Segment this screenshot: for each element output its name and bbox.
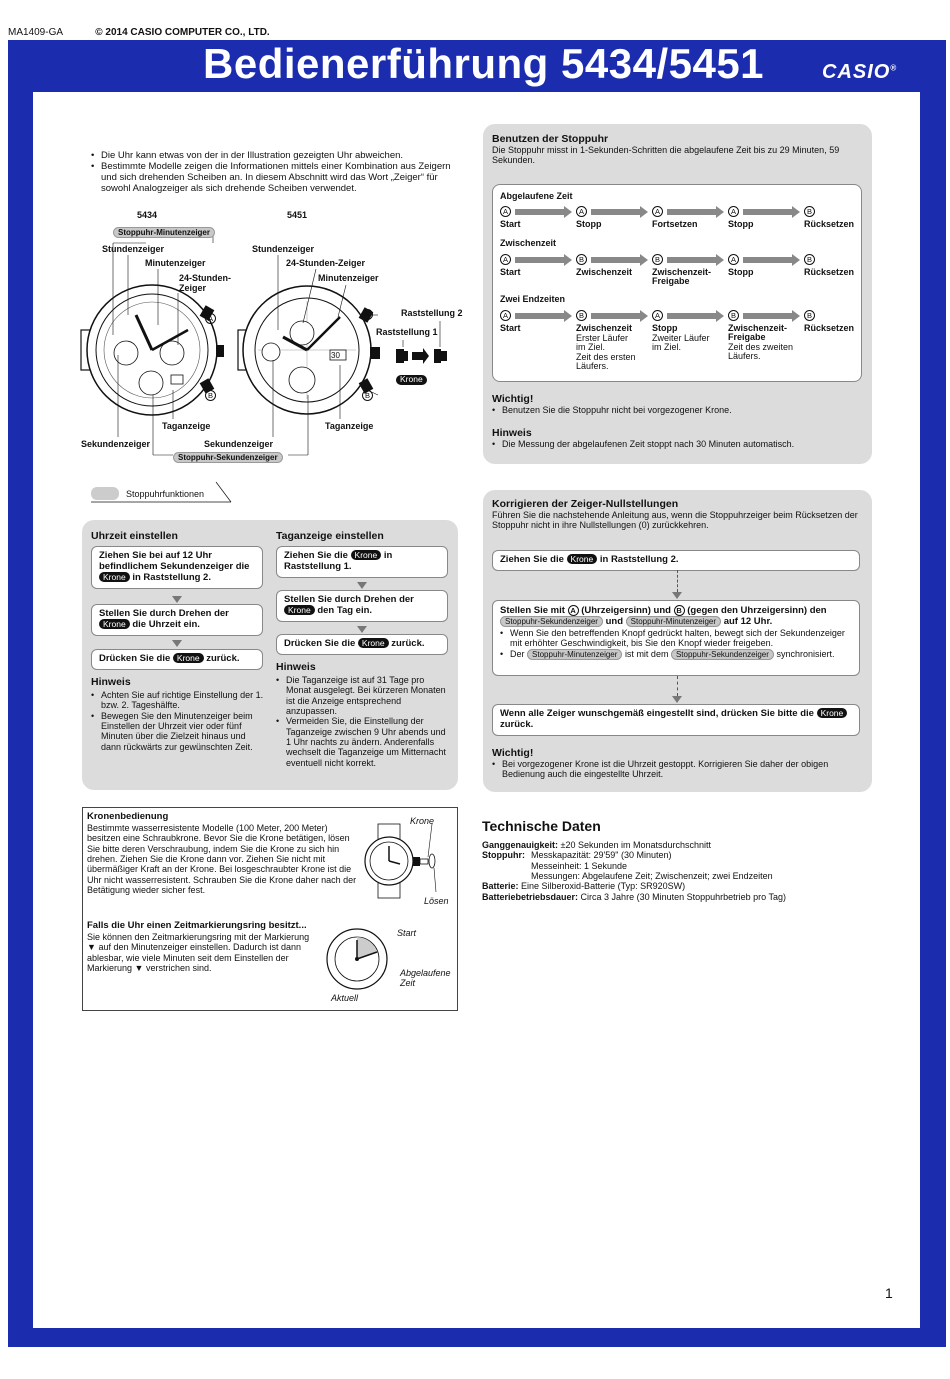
arrow-down-icon — [172, 640, 182, 647]
day-set-step-3: Drücken Sie die Krone zurück. — [276, 634, 448, 655]
crown-pill: Krone — [173, 653, 204, 663]
watch-diagram — [78, 205, 468, 470]
stopwatch-minute-label: Stoppuhr-Minutenzeiger — [113, 227, 215, 238]
start-label: Start — [397, 928, 417, 938]
sequence-step-label: Zwischenzeit- Freigabe — [652, 267, 712, 286]
button-a-icon: A — [576, 206, 587, 217]
day-set-hints — [276, 661, 451, 768]
intro-item: • Die Uhr kann etwas von der in der Illustration gezeigten Uhr abweichen. — [91, 151, 461, 162]
elapsed-title: Abgelaufene Zeit — [500, 191, 573, 201]
sequence-step-label: Stopp — [728, 219, 754, 229]
button-a-icon: A — [362, 309, 373, 320]
crown-pill: Krone — [99, 572, 130, 582]
day-set-section — [276, 530, 384, 542]
important-item: • Bei vorgezogener Krone ist die Uhrzeit gestoppt. Korrigieren Sie daher der obigen Bedienung auch die eingestellte Uhrzeit. — [492, 759, 864, 780]
split-title: Zwischenzeit — [500, 238, 557, 248]
button-b-icon: B — [205, 390, 216, 401]
elapsed-label: Abgelaufene Zeit — [400, 968, 451, 988]
crown-operation-text — [87, 812, 357, 895]
button-b-icon: B — [804, 206, 815, 217]
hint-item: • Achten Sie auf richtige Einstellung der 1. bzw. 2. Tageshälfte. — [91, 690, 266, 711]
hand24-b-label: 24-Stunden-Zeiger — [286, 258, 366, 268]
hint-item: • Bewegen Sie den Minutenzeiger beim Einstellen der Uhrzeit vier oder fünf Minuten über die Zielzeit hinaus und dann rückwärts zur gewünschten Zeit. — [91, 711, 266, 752]
sequence-step-label: Stopp — [652, 323, 678, 333]
triangle-marker-icon: ▼ — [87, 942, 96, 953]
crown-position-1-label: Raststellung 1 — [376, 327, 438, 337]
zero-step-3: Wenn alle Zeiger wunschgemäß eingestellt sind, drücken Sie bitte die Krone zurück. — [492, 704, 860, 736]
day-b-label: Taganzeige — [325, 421, 374, 431]
zero-step-1: Ziehen Sie die Krone in Raststellung 2. — [492, 550, 860, 571]
hint-item: • Vermeiden Sie, die Einstellung der Taganzeige zwischen 9 Uhr abends und 1 Uhr nachts zu ändern. Anderenfalls wechselt die Taganzeige um Mitternacht eventuell nicht korrekt. — [276, 716, 451, 768]
sequence-step-label: Rücksetzen — [804, 323, 855, 333]
time-set-step-3: Drücken Sie die Krone zurück. — [91, 649, 263, 670]
page-title: Bedienerführung 5434/5451 — [203, 40, 765, 87]
time-set-section — [91, 530, 178, 542]
hint-title: Hinweis — [91, 676, 131, 688]
arrow-right-icon — [515, 257, 565, 263]
zero-correction-desc: Führen Sie die nachstehende Anleitung aus, wenn die Stoppuhrzeiger beim Rücksetzen der Stoppuhr nicht in ihre Nullstellungen (0) zurückkehren. — [492, 510, 858, 531]
zero-correction-title: Korrigieren der Zeiger-Nullstellungen — [492, 498, 679, 510]
loosen-label: Lösen — [424, 896, 449, 906]
important-title: Wichtig! — [492, 393, 534, 405]
hint-title: Hinweis — [276, 661, 316, 673]
day-set-title: Taganzeige einstellen — [276, 530, 384, 542]
doc-code: MA1409-GA — [8, 27, 63, 38]
sequence-step-label: Rücksetzen — [804, 267, 855, 277]
specs-section — [482, 818, 862, 902]
second-a-label: Sekundenzeiger — [81, 439, 151, 449]
day-a-label: Taganzeige — [162, 421, 211, 431]
button-b-icon: B — [576, 310, 587, 321]
elapsed-sequence — [500, 206, 860, 236]
sequence-step-label: Zwischenzeit — [576, 267, 633, 277]
button-b-icon: B — [652, 254, 663, 265]
two-finish-title: Zwei Endzeiten — [500, 294, 566, 304]
zero-important — [492, 747, 864, 780]
intro-list — [91, 151, 461, 195]
stopwatch-title: Benutzen der Stoppuhr — [492, 133, 609, 145]
button-b-icon: B — [804, 310, 815, 321]
spec-battery: Batterie: Eine Silberoxid-Batterie (Typ: SR920SW) — [482, 881, 686, 892]
sequence-step-label: Fortsetzen — [652, 219, 698, 229]
button-b-icon: B — [674, 605, 685, 616]
arrow-down-icon — [357, 582, 367, 589]
day-set-step-2: Stellen Sie durch Drehen der Krone den Tag ein. — [276, 590, 448, 622]
arrow-down-icon — [672, 696, 682, 703]
stopwatch-header — [492, 133, 864, 166]
crown-operation-desc: Bestimmte wasserresistente Modelle (100 Meter, 200 Meter) besitzen eine Schraubkrone. Bevor Sie die Krone betätigen, lösen Sie bitte deren Verschraubung, indem Sie die Krone zu sich hin drehen. Ziehen Sie die Krone dann vor. Ziehen Sie nicht mit übermäßiger Kraft an der Krone. Bei losgeschraubter Krone ist die Uhr nicht wasserresistent. Schrauben Sie die Krone daher nach der Betätigung wieder sicher fest. — [87, 822, 357, 895]
crown-illustration-label: Krone — [410, 816, 435, 826]
minute-hand-b-label: Minutenzeiger — [318, 273, 379, 283]
model-b-label: 5451 — [287, 210, 308, 220]
minute-hand-a-label: Minutenzeiger — [145, 258, 206, 268]
watch-5451 — [238, 286, 380, 414]
marker-ring-text: Falls die Uhr einen Zeitmarkierungsring besitzt... Sie können den Zeitmarkierungsring mit der Markierung ▼ auf den Minutenzeiger einstellen. Dadurch ist dann ablesbar, wie viele Minuten seit dem Einstellen der Markierung ▼ verstrichen sind. — [87, 921, 317, 973]
sequence-step-label: Start — [500, 323, 521, 333]
two-finish-sequence — [500, 310, 860, 376]
zero-note: • Wenn Sie den betreffenden Knopf gedrückt halten, bewegt sich der Sekundenzeiger mit erhöhter Geschwindigkeit, bis Sie den Knopf wieder freigeben. — [500, 628, 852, 649]
arrow-right-icon — [667, 313, 717, 319]
crown-operation-title: Kronenbedienung — [87, 811, 169, 822]
hint-item: • Die Taganzeige ist auf 31 Tage pro Monat ausgelegt. Bei kürzeren Monaten ist die Anzeige entsprechend anzupassen. — [276, 675, 451, 716]
hour-hand-a-label: Stundenzeiger — [102, 244, 165, 254]
stopwatch-desc: Die Stoppuhr misst in 1-Sekunden-Schritten die abgelaufene Zeit bis zu 29 Minuten, 59 Sekunden. — [492, 145, 840, 166]
arrow-right-icon — [743, 313, 793, 319]
crown-pill: Krone — [284, 605, 315, 615]
date-window: 30 — [331, 351, 340, 360]
split-sequence — [500, 254, 860, 290]
sequence-step-label: Zwischenzeit — [576, 323, 633, 333]
important-title: Wichtig! — [492, 747, 534, 759]
button-a-icon: A — [568, 605, 579, 616]
sequence-step-label: Stopp — [576, 219, 602, 229]
arrow-down-icon — [672, 592, 682, 599]
arrow-down-icon — [357, 626, 367, 633]
spec-stopwatch: Stoppuhr: Messkapazität: 29'59" (30 Minuten) Messeinheit: 1 Sekunde Messungen: Abgelaufene Zeit; Zwischenzeit; zwei Endzeiten — [482, 850, 773, 882]
watch-5434 — [81, 285, 224, 415]
doc-header-line — [8, 27, 270, 39]
sequence-step-label: Start — [500, 267, 521, 277]
spec-battery-life: Batteriebetriebsdauer: Circa 3 Jahre (30 Minuten Stoppuhrbetrieb pro Tag) — [482, 891, 786, 902]
hint-item: • Die Messung der abgelaufenen Zeit stoppt nach 30 Minuten automatisch. — [492, 439, 864, 449]
second-b-label: Sekundenzeiger — [204, 439, 274, 449]
dashed-connector — [677, 570, 678, 592]
sequence-step-note: Zeit des zweiten Läufers. — [728, 342, 794, 362]
time-set-hints — [91, 676, 266, 752]
sequence-step-label: Start — [500, 219, 521, 229]
zero-note: • Der Stoppuhr-Minutenzeiger ist mit dem Stoppuhr-Sekundenzeiger synchronisiert. — [500, 649, 852, 659]
time-set-step-2: Stellen Sie durch Drehen der Krone die Uhrzeit ein. — [91, 604, 263, 636]
time-set-step-1: Ziehen Sie bei auf 12 Uhr befindlichem Sekundenzeiger die Krone in Raststellung 2. — [91, 546, 263, 589]
legend-label: Stoppuhrfunktionen — [126, 489, 205, 499]
button-a-icon: A — [728, 206, 739, 217]
arrow-right-icon — [591, 257, 641, 263]
button-b-icon: B — [362, 390, 373, 401]
model-a-label: 5434 — [137, 210, 158, 220]
crown-position-2-label: Raststellung 2 — [401, 308, 463, 318]
button-a-icon: A — [500, 254, 511, 265]
sequence-step-label: Zwischenzeit- Freigabe — [728, 323, 788, 342]
arrow-right-icon — [743, 257, 793, 263]
hint-title: Hinweis — [492, 427, 532, 440]
intro-item: • Bestimmte Modelle zeigen die Informationen mittels einer Kombination aus Zeigern und sich drehenden Scheiben an. In diesem Abschnitt wird das Wort „Zeiger“ für sowohl Analogzeiger als sich drehende Scheiben verwendet. — [91, 162, 461, 195]
crown-pill: Krone — [358, 638, 389, 648]
current-label: Aktuell — [331, 993, 359, 1003]
crown-label: Krone — [396, 375, 427, 385]
sequence-step-label: Rücksetzen — [804, 219, 855, 229]
arrow-right-icon — [515, 209, 565, 215]
triangle-marker-icon: ▼ — [134, 962, 144, 973]
hand24-a-label: 24-Stunden- Zeiger — [179, 273, 232, 294]
arrow-right-icon — [743, 209, 793, 215]
crown-pill: Krone — [817, 708, 848, 718]
zero-correction-header — [492, 498, 864, 531]
dashed-connector — [677, 676, 678, 696]
button-b-icon: B — [728, 310, 739, 321]
button-a-icon: A — [652, 310, 663, 321]
day-set-step-1: Ziehen Sie die Krone in Raststellung 1. — [276, 546, 448, 578]
crown-pill: Krone — [99, 619, 130, 629]
button-a-icon: A — [652, 206, 663, 217]
button-b-icon: B — [576, 254, 587, 265]
copyright: © 2014 CASIO COMPUTER CO., LTD. — [95, 27, 270, 38]
button-a-icon: A — [500, 206, 511, 217]
time-set-title: Uhrzeit einstellen — [91, 530, 178, 542]
spec-accuracy: Ganggenauigkeit: ±20 Sekunden im Monatsdurchschnitt — [482, 840, 712, 851]
button-a-icon: A — [205, 313, 216, 324]
arrow-right-icon — [591, 313, 641, 319]
important-item: • Benutzen Sie die Stoppuhr nicht bei vorgezogener Krone. — [492, 405, 864, 415]
arrow-right-icon — [667, 257, 717, 263]
sequence-step-note: Zweiter Läufer im Ziel. — [652, 333, 710, 353]
sequence-step-note: Erster Läufer im Ziel. Zeit des ersten Läufers. — [576, 333, 636, 372]
zero-step-2: Stellen Sie mit A (Uhrzeigersinn) und B (gegen den Uhrzeigersinn) den Stoppuhr-Sekundenzeiger und Stoppuhr-Minutenzeiger auf 12 Uhr. • Wenn Sie den betreffenden Knopf gedrückt halten, bewegt sich der Sekundenzeiger mit erhöhter Geschwindigkeit, bis Sie den Knopf wieder freigeben. • Der Stoppuhr-Minutenzeiger ist mit dem Stoppuhr-Sekundenzeiger synchronisiert. — [492, 600, 860, 676]
stopwatch-notes — [492, 393, 864, 450]
crown-pill: Krone — [351, 550, 382, 560]
sequence-step-label: Stopp — [728, 267, 754, 277]
page-number: 1 — [885, 1285, 893, 1301]
arrow-right-icon — [591, 209, 641, 215]
button-b-icon: B — [804, 254, 815, 265]
stopwatch-second-label: Stoppuhr-Sekundenzeiger — [173, 452, 283, 463]
casio-logo: CASIO® — [822, 61, 898, 83]
legend-line — [91, 480, 241, 504]
arrow-right-icon — [667, 209, 717, 215]
specs-title: Technische Daten — [482, 818, 601, 834]
arrow-down-icon — [172, 596, 182, 603]
button-a-icon: A — [500, 310, 511, 321]
hour-hand-b-label: Stundenzeiger — [252, 244, 315, 254]
marker-ring-title: Falls die Uhr einen Zeitmarkierungsring besitzt... — [87, 920, 307, 931]
arrow-right-icon — [515, 313, 565, 319]
marker-ring-illustration — [322, 922, 402, 992]
crown-pill: Krone — [567, 554, 598, 564]
button-a-icon: A — [728, 254, 739, 265]
